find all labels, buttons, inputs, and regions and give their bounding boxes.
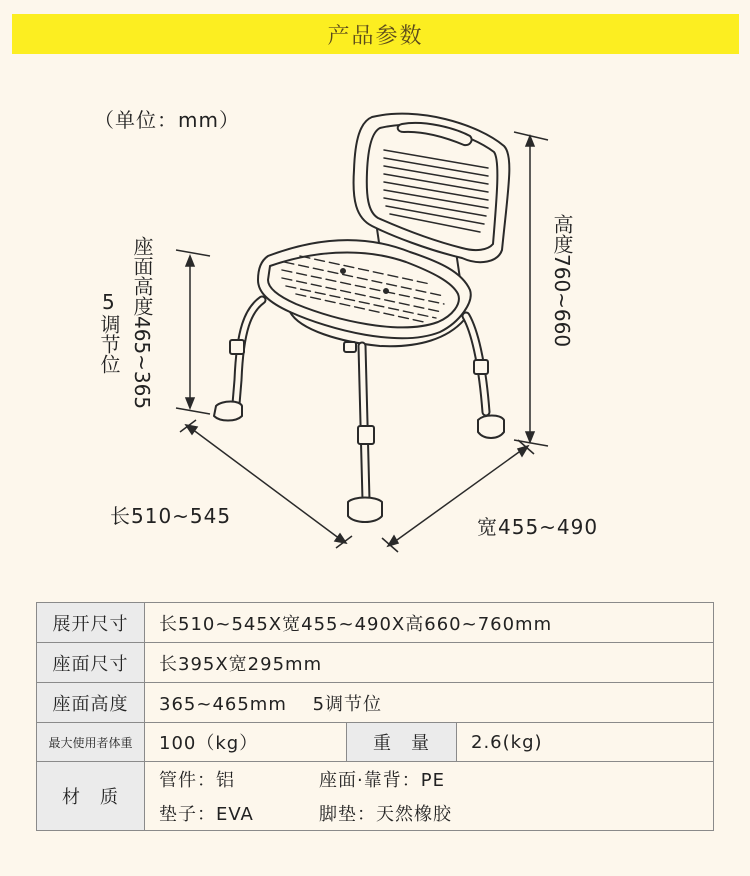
width-label: 宽455~490 [477, 515, 599, 539]
material-item: 垫子：EVA [159, 804, 254, 825]
spec-key: 座面高度 [37, 683, 145, 723]
spec-row [37, 723, 714, 762]
spec-row [37, 643, 714, 683]
weight-value: 2.6(kg) [457, 723, 714, 762]
material-item: 管件：铝 [159, 770, 235, 791]
section-title: 产品参数 [327, 23, 424, 49]
spec-row [37, 603, 714, 643]
material-item: 座面·靠背：PE [319, 770, 445, 791]
spec-key: 座面尺寸 [37, 643, 145, 683]
spec-row [37, 762, 714, 831]
spec-value: 长395X宽295mm [145, 643, 714, 683]
unit-label: （单位：mm） [94, 108, 240, 132]
material-item: 脚垫：天然橡胶 [319, 804, 452, 825]
spec-key: 展开尺寸 [37, 603, 145, 643]
spec-value: 365~465mm 5调节位 [145, 683, 714, 723]
total-height-label: 高度760~660 [550, 214, 574, 348]
max-weight-value: 100（kg） [145, 723, 347, 762]
material-key: 材 质 [37, 762, 145, 831]
adjust-label: 调节位 [97, 314, 121, 374]
max-weight-key: 最大使用者体重 [37, 723, 145, 762]
seat-height-label: 座面高度465~365 [130, 236, 154, 410]
spec-table [36, 602, 714, 831]
length-label: 长510~545 [110, 504, 232, 528]
weight-key: 重 量 [347, 723, 457, 762]
material-value [145, 762, 714, 831]
spec-value: 长510~545X宽455~490X高660~760mm [145, 603, 714, 643]
spec-row [37, 683, 714, 723]
adjust-number: 5 [102, 290, 116, 314]
